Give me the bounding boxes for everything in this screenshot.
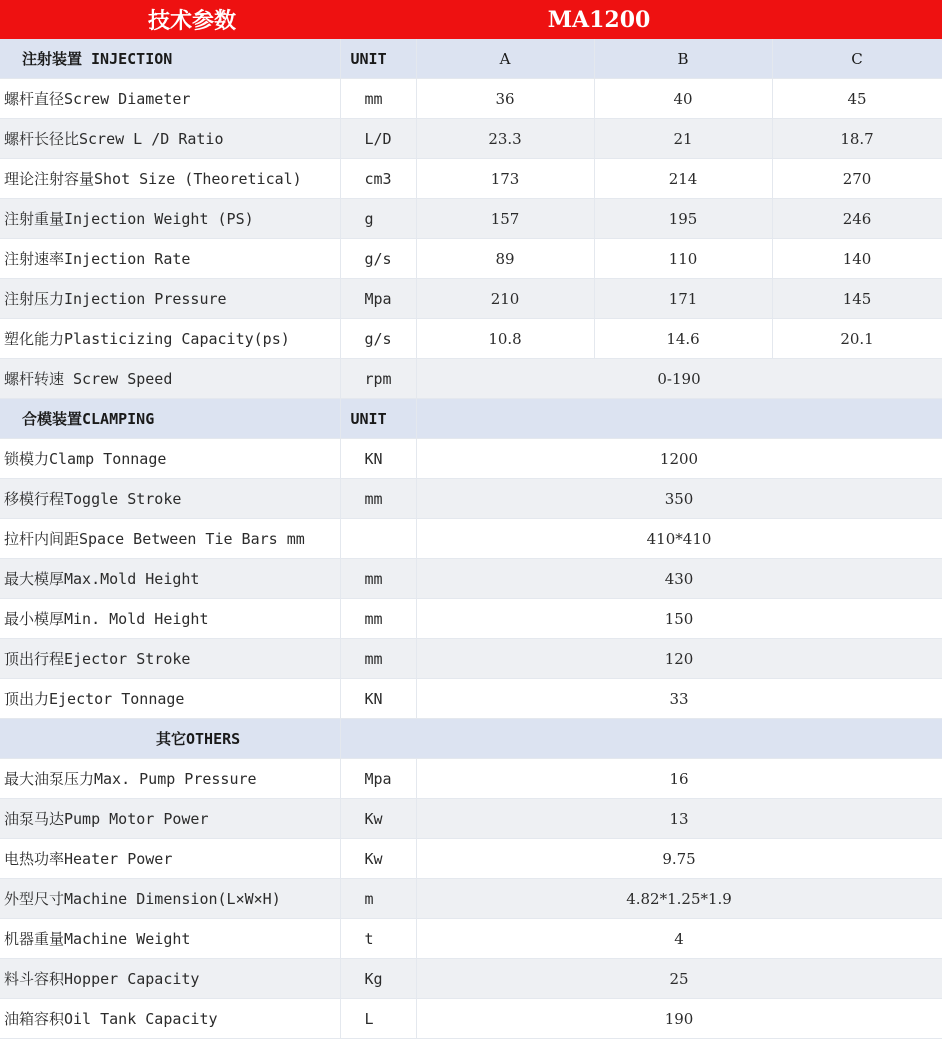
row-value: 4.82*1.25*1.9 bbox=[416, 879, 942, 919]
section-header-others bbox=[0, 719, 942, 759]
row-value: 33 bbox=[416, 679, 942, 719]
row-value: 140 bbox=[772, 239, 942, 279]
table-row bbox=[0, 799, 942, 839]
row-label: 移模行程Toggle Stroke bbox=[0, 479, 340, 519]
row-unit: Mpa bbox=[340, 279, 416, 319]
row-label: 注射压力Injection Pressure bbox=[0, 279, 340, 319]
table-row bbox=[0, 919, 942, 959]
row-value: 150 bbox=[416, 599, 942, 639]
row-unit: mm bbox=[340, 479, 416, 519]
table-row bbox=[0, 599, 942, 639]
unit-column-header: UNIT bbox=[340, 399, 416, 439]
row-unit: g/s bbox=[340, 319, 416, 359]
row-unit: mm bbox=[340, 599, 416, 639]
row-value: 9.75 bbox=[416, 839, 942, 879]
row-value: 246 bbox=[772, 199, 942, 239]
row-unit: Mpa bbox=[340, 759, 416, 799]
unit-column-header: UNIT bbox=[340, 39, 416, 79]
table-row bbox=[0, 559, 942, 599]
row-unit: L/D bbox=[340, 119, 416, 159]
row-value: 410*410 bbox=[416, 519, 942, 559]
row-value: 89 bbox=[416, 239, 594, 279]
table-row bbox=[0, 519, 942, 559]
column-header-a: A bbox=[416, 39, 594, 79]
row-value: 195 bbox=[594, 199, 772, 239]
row-label: 机器重量Machine Weight bbox=[0, 919, 340, 959]
table-row bbox=[0, 639, 942, 679]
title-row bbox=[0, 0, 942, 39]
row-label: 理论注射容量Shot Size (Theoretical) bbox=[0, 159, 340, 199]
row-value: 210 bbox=[416, 279, 594, 319]
row-value: 40 bbox=[594, 79, 772, 119]
row-value: 120 bbox=[416, 639, 942, 679]
table-row bbox=[0, 839, 942, 879]
row-value: 157 bbox=[416, 199, 594, 239]
row-unit: cm3 bbox=[340, 159, 416, 199]
table-row bbox=[0, 239, 942, 279]
row-label: 料斗容积Hopper Capacity bbox=[0, 959, 340, 999]
table-row bbox=[0, 79, 942, 119]
row-value: 21 bbox=[594, 119, 772, 159]
table-row bbox=[0, 959, 942, 999]
row-label: 最小模厚Min. Mold Height bbox=[0, 599, 340, 639]
row-value: 173 bbox=[416, 159, 594, 199]
row-value: 14.6 bbox=[594, 319, 772, 359]
section-header-injection bbox=[0, 39, 942, 79]
row-unit: mm bbox=[340, 559, 416, 599]
section-title-others: 其它OTHERS bbox=[0, 719, 340, 759]
row-unit: mm bbox=[340, 79, 416, 119]
row-value: 20.1 bbox=[772, 319, 942, 359]
row-value: 16 bbox=[416, 759, 942, 799]
row-value: 0-190 bbox=[416, 359, 942, 399]
table-row bbox=[0, 359, 942, 399]
row-value: 18.7 bbox=[772, 119, 942, 159]
row-label: 螺杆直径Screw Diameter bbox=[0, 79, 340, 119]
table-row bbox=[0, 159, 942, 199]
row-value: 270 bbox=[772, 159, 942, 199]
table-row bbox=[0, 759, 942, 799]
row-value: 4 bbox=[416, 919, 942, 959]
table-row bbox=[0, 119, 942, 159]
row-unit: g bbox=[340, 199, 416, 239]
row-unit: L bbox=[340, 999, 416, 1039]
row-unit: g/s bbox=[340, 239, 416, 279]
row-label: 顶出行程Ejector Stroke bbox=[0, 639, 340, 679]
row-value: 430 bbox=[416, 559, 942, 599]
row-value: 36 bbox=[416, 79, 594, 119]
table-title: 技术参数 bbox=[0, 0, 416, 39]
table-row bbox=[0, 279, 942, 319]
row-value: 1200 bbox=[416, 439, 942, 479]
row-label: 拉杆内间距Space Between Tie Bars mm bbox=[0, 519, 340, 559]
row-value: 10.8 bbox=[416, 319, 594, 359]
row-label: 螺杆长径比Screw L /D Ratio bbox=[0, 119, 340, 159]
row-unit: mm bbox=[340, 639, 416, 679]
row-label: 顶出力Ejector Tonnage bbox=[0, 679, 340, 719]
row-unit: Kw bbox=[340, 799, 416, 839]
row-label: 油泵马达Pump Motor Power bbox=[0, 799, 340, 839]
row-value: 110 bbox=[594, 239, 772, 279]
row-label: 螺杆转速 Screw Speed bbox=[0, 359, 340, 399]
row-label: 油箱容积Oil Tank Capacity bbox=[0, 999, 340, 1039]
row-label: 外型尺寸Machine Dimension(L×W×H) bbox=[0, 879, 340, 919]
row-value: 23.3 bbox=[416, 119, 594, 159]
table-row bbox=[0, 439, 942, 479]
row-unit: KN bbox=[340, 679, 416, 719]
row-label: 最大油泵压力Max. Pump Pressure bbox=[0, 759, 340, 799]
table-row bbox=[0, 999, 942, 1039]
row-label: 锁模力Clamp Tonnage bbox=[0, 439, 340, 479]
row-label: 注射重量Injection Weight (PS) bbox=[0, 199, 340, 239]
table-row bbox=[0, 679, 942, 719]
section-title-clamping: 合模装置CLAMPING bbox=[0, 399, 340, 439]
table-row bbox=[0, 879, 942, 919]
row-label: 塑化能力Plasticizing Capacity(ps) bbox=[0, 319, 340, 359]
row-unit: m bbox=[340, 879, 416, 919]
row-value: 13 bbox=[416, 799, 942, 839]
row-label: 注射速率Injection Rate bbox=[0, 239, 340, 279]
row-unit bbox=[340, 519, 416, 559]
row-unit: Kw bbox=[340, 839, 416, 879]
row-label: 电热功率Heater Power bbox=[0, 839, 340, 879]
row-unit: KN bbox=[340, 439, 416, 479]
section-header-filler bbox=[340, 719, 942, 759]
section-title-injection: 注射装置 INJECTION bbox=[0, 39, 340, 79]
row-value: 145 bbox=[772, 279, 942, 319]
column-header-c: C bbox=[772, 39, 942, 79]
row-unit: t bbox=[340, 919, 416, 959]
table-row bbox=[0, 479, 942, 519]
section-header-clamping bbox=[0, 399, 942, 439]
row-value: 214 bbox=[594, 159, 772, 199]
row-value: 25 bbox=[416, 959, 942, 999]
section-header-filler bbox=[416, 399, 942, 439]
row-unit: rpm bbox=[340, 359, 416, 399]
table-row bbox=[0, 199, 942, 239]
row-value: 190 bbox=[416, 999, 942, 1039]
row-label: 最大模厚Max.Mold Height bbox=[0, 559, 340, 599]
row-value: 350 bbox=[416, 479, 942, 519]
table-row bbox=[0, 319, 942, 359]
column-header-b: B bbox=[594, 39, 772, 79]
row-unit: Kg bbox=[340, 959, 416, 999]
model-name: MA1200 bbox=[416, 0, 942, 39]
row-value: 171 bbox=[594, 279, 772, 319]
row-value: 45 bbox=[772, 79, 942, 119]
